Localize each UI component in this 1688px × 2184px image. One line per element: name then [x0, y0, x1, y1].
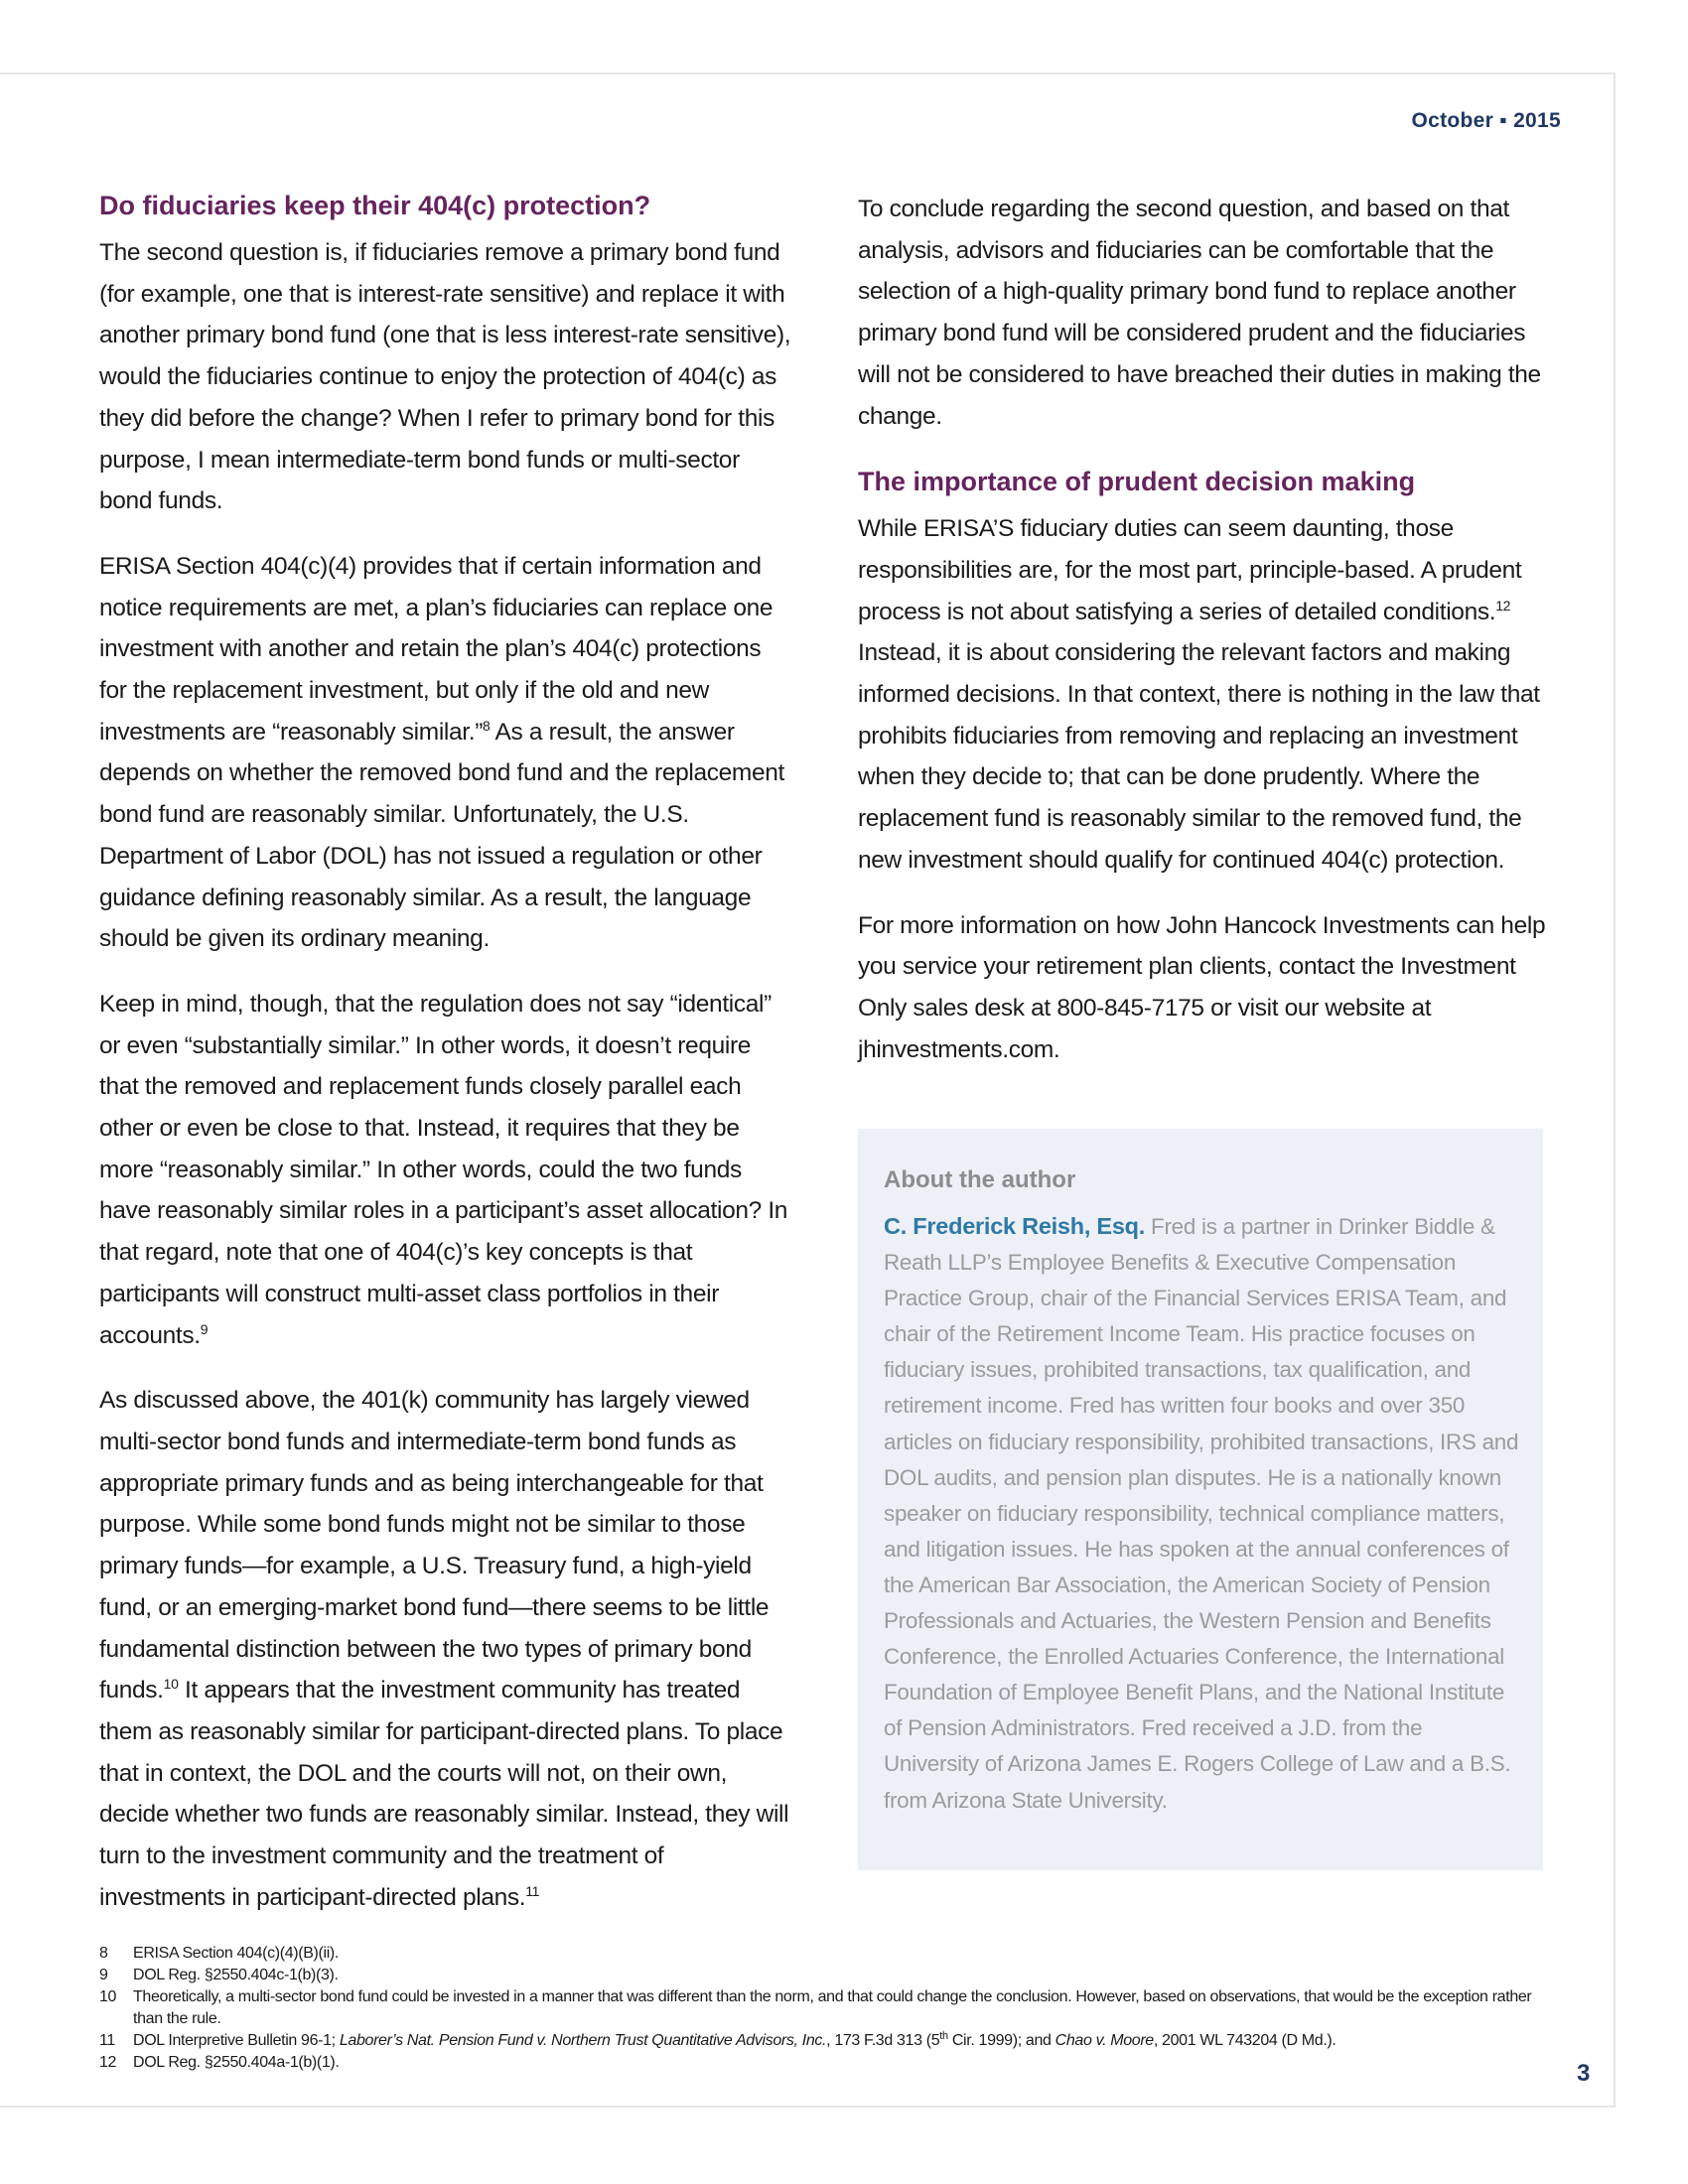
- footnote-11: 11 DOL Interpretive Bulletin 96-1; Laborer’s Nat. Pension Fund v. Northern Trust Quantitative Advisors, Inc., 173 F.3d 313 (5th Cir. 1999); and Chao v. Moore, 2001 WL 743204 (D Md.).: [99, 2030, 1336, 2049]
- footnote-ref-11[interactable]: 11: [525, 1882, 540, 1899]
- section-heading-404c: Do fiduciaries keep their 404(c) protection?: [99, 191, 651, 220]
- author-bio: C. Frederick Reish, Esq. Fred is a partner in Drinker Biddle & Reath LLP’s Employee Benefits & Executive Compensation Practice Group, chair of the Financial Services ERISA Team, and chair of the Retirement Income Team. His practice focuses on fiduciary issues, prohibited transactions, tax qualification, and retirement income. Fred has written four books and over 350 articles on fiduciary responsibility, prohibited transactions, IRS and DOL audits, and pension plan disputes. He is a nationally known speaker on fiduciary responsibility, technical compliance matters, and litigation issues. He has spoken at the annual conferences of the American Bar Association, the American Society of Pension Professionals and Actuaries, the Western Pension and Benefits Conference, the Enrolled Actuaries Conference, the International Foundation of Employee Benefit Plans, and the National Institute of Pension Administrators. Fred received a J.D. from the University of Arizona James E. Rogers College of Law and a B.S. from Arizona State University.: [884, 1213, 1519, 1813]
- page-number: 3: [1577, 2060, 1591, 2087]
- footnote-ref-12[interactable]: 12: [1495, 597, 1511, 614]
- paragraph: The second question is, if fiduciaries remove a primary bond fund (for example, one that is interest-rate sensitive) and replace it with another primary bond fund (one that is less interest-rate sensitive), would the fiduciaries continue to enjoy the protection of 404(c) as they did before the change? When I refer to primary bond for this purpose, I mean intermediate-term bond funds or multi-sector bond funds.: [99, 239, 791, 515]
- page-border-bottom: [0, 2106, 1616, 2108]
- left-column: [99, 189, 794, 1942]
- paragraph: Keep in mind, though, that the regulation does not say “identical” or even “substantially similar.” In other words, it doesn’t require that the removed and replacement funds closely parallel each other or even be close to that. Instead, it requires that they be more “reasonably similar.” In other words, could the two funds have reasonably similar roles in a participant’s asset allocation? In that regard, note that one of 404(c)’s key concepts is that participants will construct multi-asset class portfolios in their accounts.$^9$: [99, 990, 788, 1349]
- paragraph: ERISA Section 404(c)(4) provides that if certain information and notice requirements are met, a plan’s fiduciaries can replace one investment with another and retain the plan’s 404(c) protections for the replacement investment, but only if the old and new investments are “reasonably similar.”$^8$ As a result, the answer depends on whether the removed bond fund and the replacement bond fund are reasonably similar. Unfortunately, the U.S. Department of Labor (DOL) has not issued a regulation or other guidance defining reasonably similar. As a result, the language should be given its ordinary meaning.: [99, 552, 785, 953]
- issue-date: October ▪ 2015: [1411, 109, 1561, 132]
- right-column: [858, 189, 1553, 1094]
- section-heading-prudent-decision: The importance of prudent decision making: [858, 467, 1416, 497]
- page-border-right: [1614, 72, 1616, 2108]
- paragraph: As discussed above, the 401(k) community has largely viewed multi-sector bond funds and intermediate-term bond funds as appropriate primary funds and as being interchangeable for that purpose. While some bond funds might not be similar to those primary funds—for example, a U.S. Treasury fund, a high-yield fund, or an emerging-market bond fund—there seems to be little fundamental distinction between the two types of primary bond funds.$^{10}$ It appears that the investment community has treated them as reasonably similar for participant-directed plans. To place that in context, the DOL and the courts will not, on their own, decide whether two funds are reasonably similar. Instead, they will turn to the investment community and the treatment of investments in participant-directed plans.$^{11}$: [99, 1387, 789, 1911]
- about-the-author-box: [858, 1129, 1543, 1870]
- footnote-ref-9[interactable]: 9: [200, 1320, 209, 1337]
- footnote-10: 10 Theoretically, a multi-sector bond fund could be invested in a manner that was different than the norm, and that could change the conclusion. However, based on observations, that would be the exception rather than the rule.: [99, 1988, 1532, 2027]
- footnote-9: 9 DOL Reg. §2550.404c-1(b)(3).: [99, 1967, 339, 1983]
- footnote-8: 8 ERISA Section 404(c)(4)(B)(ii).: [99, 1945, 339, 1962]
- author-name: C. Frederick Reish, Esq.: [884, 1213, 1146, 1239]
- footnote-ref-10[interactable]: 10: [163, 1676, 179, 1693]
- author-box-title: About the author: [884, 1166, 1076, 1193]
- page-border-top: [0, 72, 1616, 74]
- paragraph: While ERISA’S fiduciary duties can seem daunting, those responsibilities are, for the most part, principle-based. A prudent process is not about satisfying a series of detailed conditions.$^{12}$ Instead, it is about considering the relevant factors and making informed decisions. In that context, there is nothing in the law that prohibits fiduciaries from removing and replacing an investment when they decide to; that can be done prudently. Where the replacement fund is reasonably similar to the removed fund, the new investment should qualify for continued 404(c) protection.: [858, 515, 1540, 874]
- footnotes: [99, 1943, 1539, 2074]
- footnote-ref-8[interactable]: 8: [483, 717, 491, 734]
- paragraph-contact-info: For more information on how John Hancock Investments can help you service your retirement plan clients, contact the Investment Only sales desk at 800-845-7175 or visit our website at jhinvestments.com.: [858, 911, 1546, 1063]
- footnote-12: 12 DOL Reg. §2550.404a-1(b)(1).: [99, 2054, 340, 2071]
- paragraph: To conclude regarding the second question, and based on that analysis, advisors and fiduciaries can be comfortable that the selection of a high-quality primary bond fund to replace another primary bond fund will be considered prudent and the fiduciaries will not be considered to have breached their duties in making the change.: [858, 196, 1541, 430]
